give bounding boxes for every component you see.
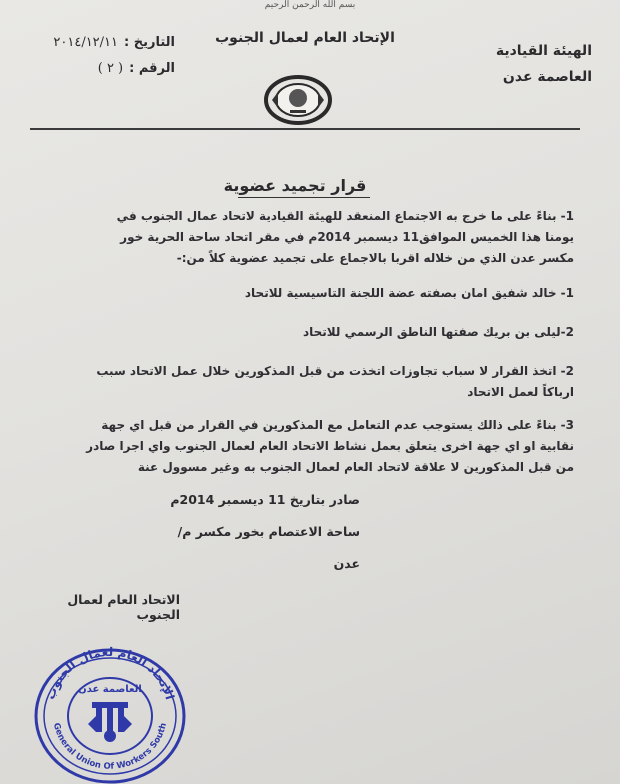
date-value: ٢٠١٤/١٢/١١: [53, 35, 119, 50]
paragraph-1: 1- بناءً على ما خرج به الاجتماع المنعقد للهيئة القيادية لاتحاد عمال الجنوب في يومنا هذا الخميس الموافق11 ديسمبر 2014م في مقر اتحاد ساحة الحرية خور مكسر عدن الذي من خلاله اقربا بالاجماع على تجميد عضوية كلاً من:-: [116, 209, 574, 265]
header-divider: [30, 128, 580, 130]
reference-block: [0, 30, 175, 82]
decision-body: [84, 206, 574, 478]
signature-line: الاتحاد العام لعمال الجنوب: [67, 592, 180, 622]
paragraph-3: 3- بناءً على ذالك يستوجب عدم التعامل مع المذكورين في القرار من قبل اي جهة نقابية او اي جهة اخرى يتعلق بعمل نشاط الاتحاد العام لعمال الجنوب واي اجرا صادر من قبل المذكورين لا علاقة لاتحاد العام لعمال الجنوب به وغير مسوول عنة: [86, 418, 574, 474]
city-label: العاصمة عدن: [502, 69, 592, 85]
paragraph-2: 2- اتخذ القرار لا سباب تجاوزات اتخذت من قبل المذكورين خلال عمل الاتحاد سبب ارباكاً لعمل الاتحاد: [96, 364, 574, 399]
date-row: [0, 30, 175, 56]
stamp-emblem-icon: [88, 702, 132, 742]
issue-place: ساحة الاعتصام بخور مكسر م/عدن: [177, 524, 360, 571]
basmala: بسم الله الرحمن الرحيم: [264, 0, 356, 10]
union-logo-icon: [262, 74, 334, 126]
member-item-2: 2-ليلى بن بريك صفتها الناطق الرسمي للاتحاد: [302, 325, 574, 339]
official-stamp-icon: [30, 632, 190, 784]
issue-block: [40, 484, 360, 580]
stamp-english-ring: General Union Of Workers South: [50, 721, 170, 772]
ref-value: ( ٢ ): [97, 61, 124, 76]
decision-title: قرار تجميد عضوية: [223, 176, 367, 195]
issue-date: صادر بتاريخ 11 ديسمبر 2014م: [170, 492, 360, 507]
leadership-label: الهيئة القيادية: [495, 43, 592, 59]
title-underline: [238, 197, 370, 198]
member-item-1: 1- خالد شفيق امان بصفته عضة اللجنة التاسيسية للاتحاد: [244, 286, 574, 300]
ref-label: الرقم :: [129, 61, 175, 76]
sender-block: [452, 38, 592, 90]
date-label: التاريخ :: [124, 35, 175, 50]
stamp-arabic-ring: الإتحاد العام لعمال الجنوب: [42, 644, 178, 702]
stamp-arabic-sub: العاصمة عدن: [78, 684, 142, 695]
organization-name: الإتحاد العام لعمال الجنوب: [215, 30, 395, 46]
ref-row: [0, 56, 175, 82]
